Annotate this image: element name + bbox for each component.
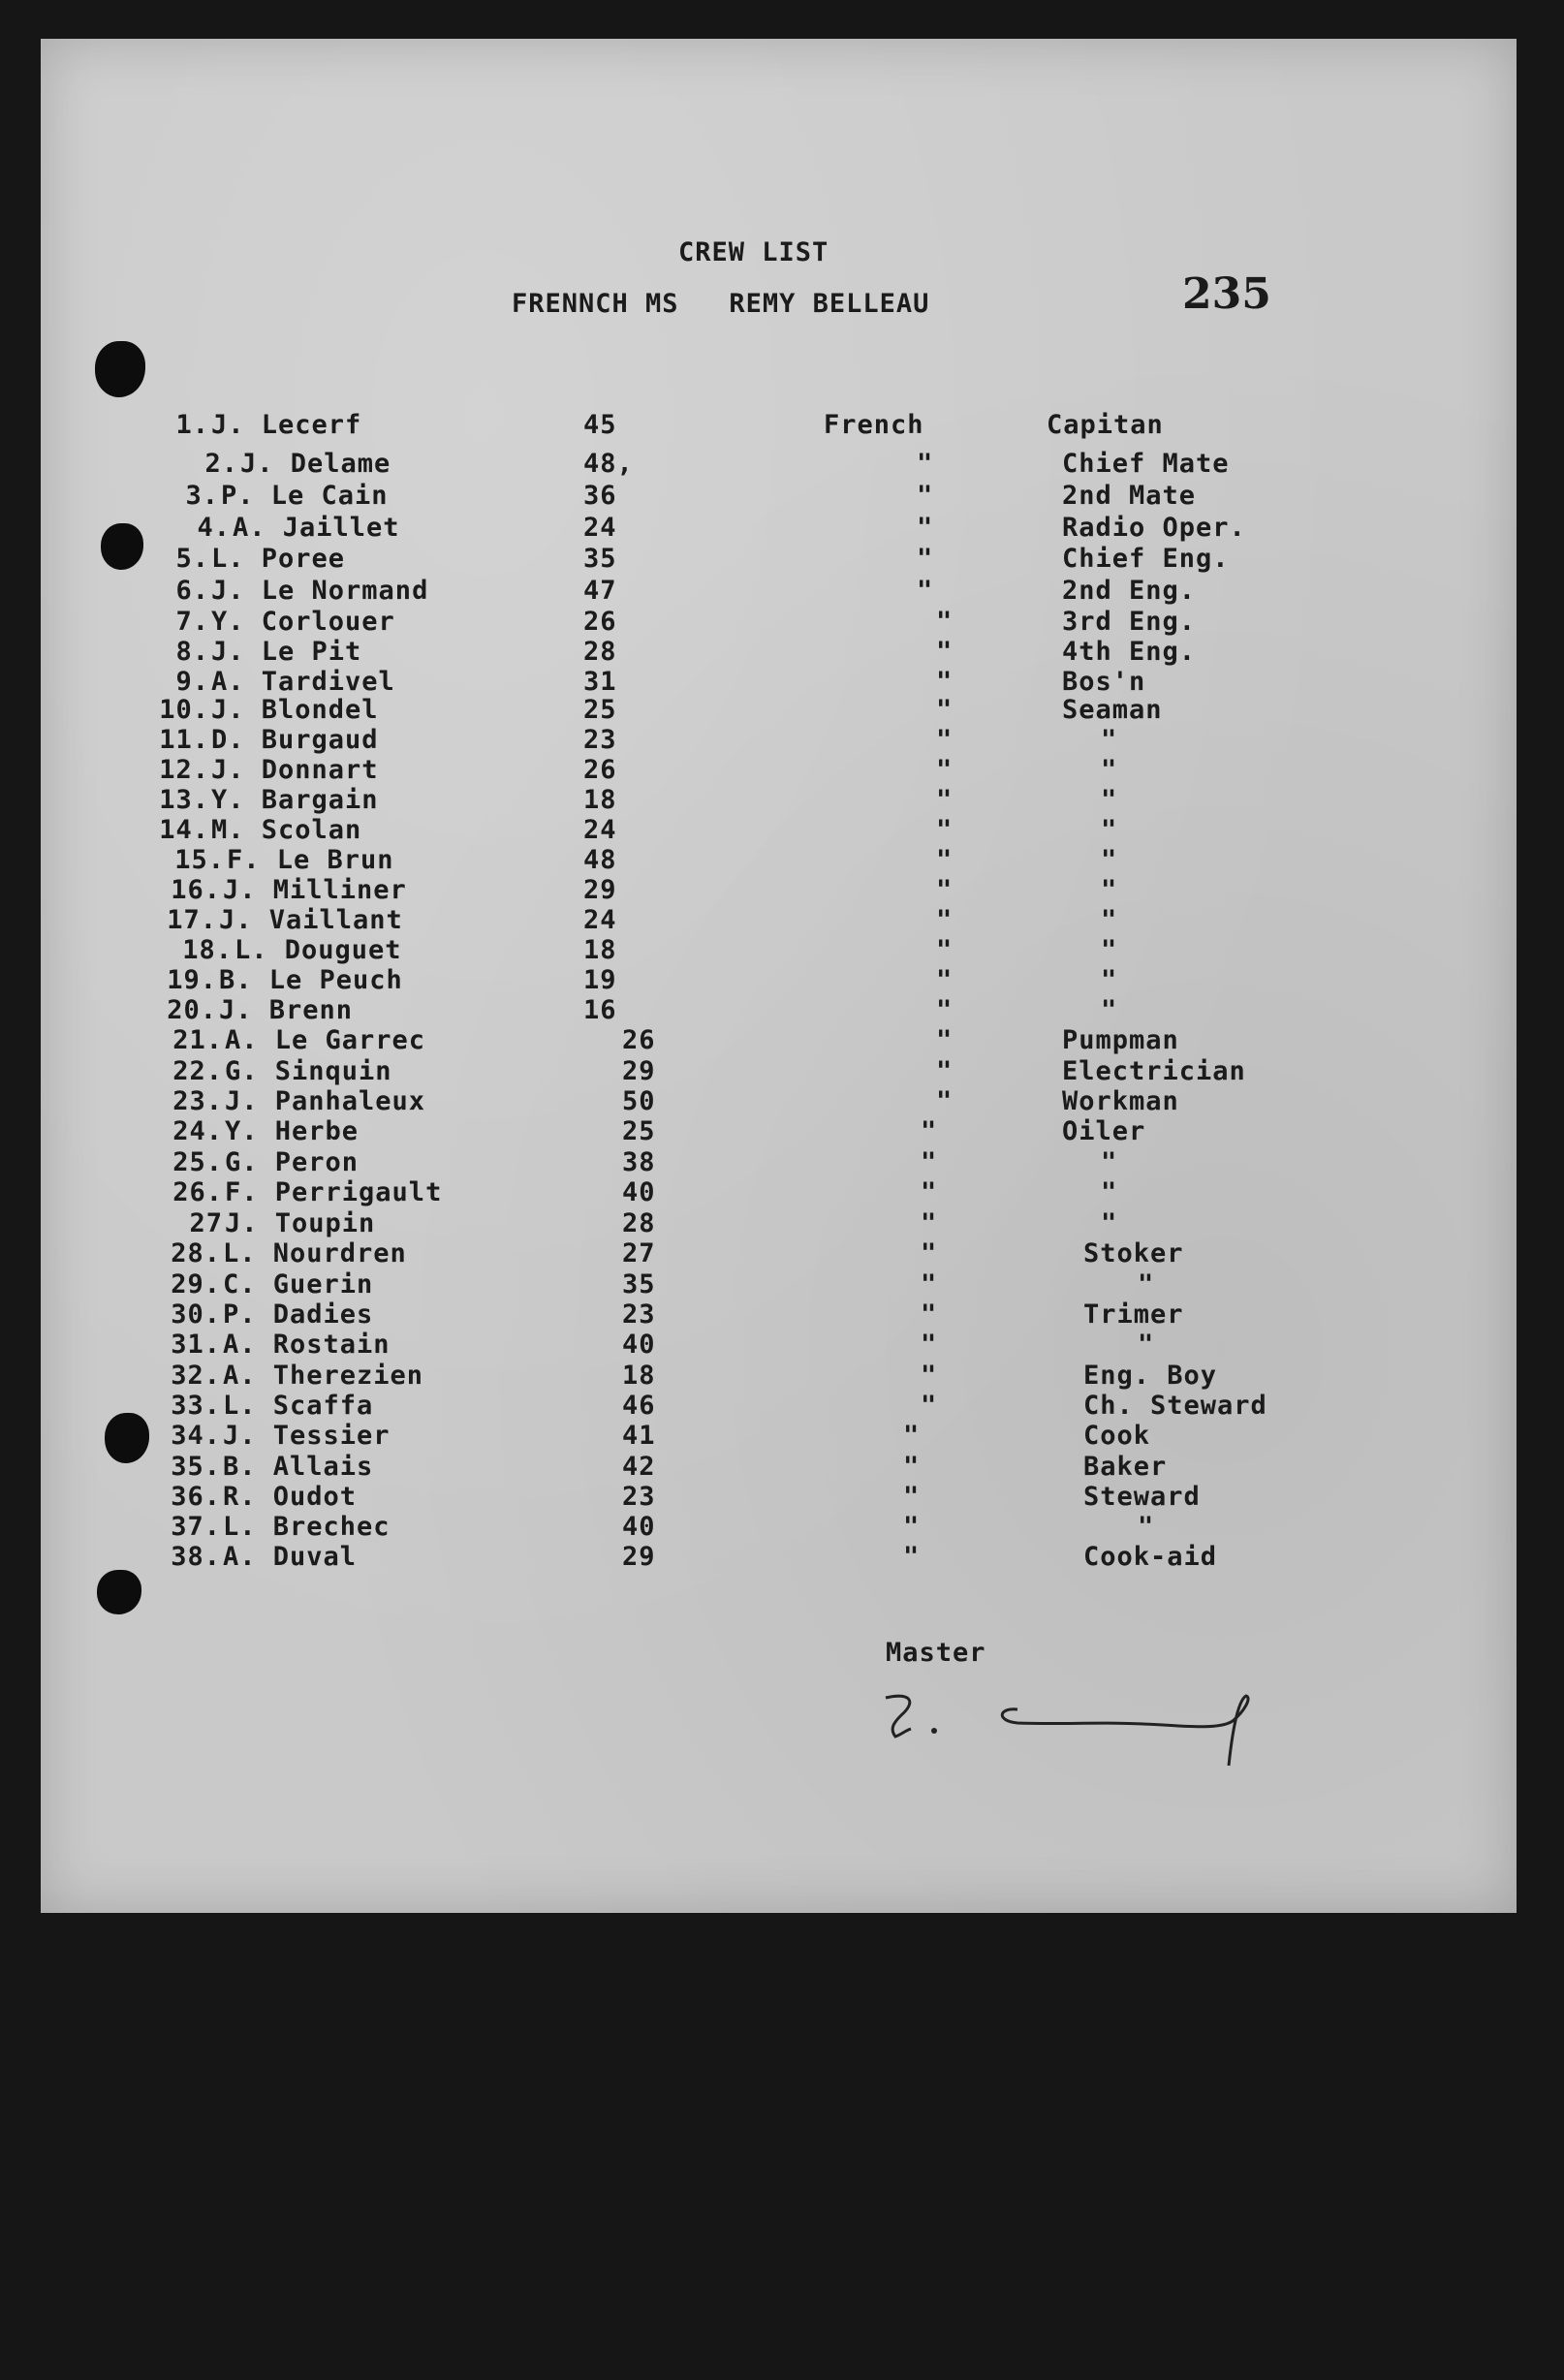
crew-name: J. Brenn: [219, 995, 354, 1025]
crew-name: L. Poree: [211, 544, 346, 574]
crew-name: A. Le Garrec: [225, 1025, 426, 1055]
crew-nationality: ": [921, 1147, 938, 1177]
crew-number: 36.: [171, 1482, 221, 1512]
crew-row: [0, 481, 1357, 510]
crew-rank: ": [1101, 995, 1118, 1025]
crew-name: L. Nourdren: [223, 1238, 407, 1268]
crew-age: 29: [622, 1056, 656, 1086]
crew-row: [0, 607, 1357, 636]
crew-name: Y. Herbe: [225, 1116, 360, 1146]
crew-rank: Oiler: [1062, 1116, 1146, 1146]
crew-age: 35: [622, 1269, 656, 1300]
crew-row: [0, 1421, 1357, 1450]
crew-number: 13.: [159, 785, 209, 815]
crew-nationality: ": [936, 1025, 954, 1055]
crew-nationality: ": [921, 1177, 938, 1207]
crew-row: [0, 1391, 1357, 1420]
crew-rank: Stoker: [1083, 1238, 1184, 1268]
crew-name: D. Burgaud: [211, 725, 379, 755]
crew-row: [0, 1238, 1357, 1268]
crew-number: 32.: [171, 1361, 221, 1391]
crew-rank: Pumpman: [1062, 1025, 1179, 1055]
crew-row: [0, 1300, 1357, 1329]
crew-number: 11.: [159, 725, 209, 755]
crew-age: 27: [622, 1238, 656, 1268]
crew-nationality: ": [936, 935, 954, 965]
crew-age: 48: [583, 845, 617, 875]
crew-rank: ": [1101, 785, 1118, 815]
crew-age: 28: [622, 1208, 656, 1238]
crew-rank: Baker: [1083, 1452, 1168, 1482]
crew-number: 31.: [171, 1330, 221, 1360]
crew-nationality: ": [936, 637, 954, 667]
crew-number: 26.: [172, 1177, 223, 1207]
crew-nationality: ": [921, 1238, 938, 1268]
crew-age: 26: [583, 755, 617, 785]
crew-name: B. Allais: [223, 1452, 374, 1482]
crew-nationality: ": [903, 1452, 921, 1482]
crew-name: J. Donnart: [211, 755, 379, 785]
crew-row: [0, 935, 1357, 964]
crew-rank: ": [1138, 1269, 1155, 1300]
crew-number: 37.: [171, 1512, 221, 1542]
crew-name: J. Milliner: [223, 875, 407, 905]
crew-name: J. Le Normand: [211, 576, 429, 606]
crew-number: 7.: [175, 607, 209, 637]
crew-age: 16: [583, 995, 617, 1025]
crew-name: Y. Corlouer: [211, 607, 395, 637]
crew-rank: ": [1101, 905, 1118, 935]
crew-rank: ": [1101, 1208, 1118, 1238]
master-label: Master: [886, 1638, 986, 1668]
crew-nationality: ": [936, 785, 954, 815]
crew-name: F. Perrigault: [225, 1177, 443, 1207]
crew-name: A. Rostain: [223, 1330, 391, 1360]
crew-name: P. Dadies: [223, 1300, 374, 1330]
crew-nationality: ": [936, 725, 954, 755]
crew-number: 15.: [174, 845, 225, 875]
crew-row: [0, 1116, 1357, 1145]
crew-rank: Chief Eng.: [1062, 544, 1230, 574]
crew-nationality: ": [921, 1361, 938, 1391]
crew-row: [0, 1330, 1357, 1359]
crew-number: 25.: [172, 1147, 223, 1177]
crew-nationality: ": [903, 1421, 921, 1451]
crew-rank: Steward: [1083, 1482, 1201, 1512]
crew-rank: Electrician: [1062, 1056, 1246, 1086]
crew-name: L. Brechec: [223, 1512, 391, 1542]
crew-age: 18: [583, 785, 617, 815]
crew-row: [0, 1056, 1357, 1085]
crew-age: 23: [583, 725, 617, 755]
crew-rank: Eng. Boy: [1083, 1361, 1218, 1391]
crew-nationality: ": [903, 1512, 921, 1542]
crew-age: 40: [622, 1512, 656, 1542]
crew-name: A. Therezien: [223, 1361, 424, 1391]
crew-name: J. Panhaleux: [225, 1086, 426, 1116]
crew-row: [0, 995, 1357, 1024]
crew-rank: 4th Eng.: [1062, 637, 1197, 667]
crew-nationality: ": [936, 755, 954, 785]
crew-nationality: ": [917, 576, 934, 606]
crew-name: J. Toupin: [225, 1208, 376, 1238]
crew-nationality: ": [917, 481, 934, 511]
crew-nationality: ": [936, 695, 954, 725]
crew-name: A. Tardivel: [211, 667, 395, 697]
crew-nationality: ": [936, 905, 954, 935]
crew-name: A. Duval: [223, 1542, 358, 1572]
crew-row: [0, 1025, 1357, 1054]
crew-number: 22.: [172, 1056, 223, 1086]
crew-row: [0, 785, 1357, 814]
crew-nationality: ": [921, 1116, 938, 1146]
crew-number: 17.: [167, 905, 217, 935]
crew-name: J. Le Pit: [211, 637, 362, 667]
crew-row: [0, 1086, 1357, 1115]
crew-nationality: ": [917, 544, 934, 574]
crew-rank: ": [1101, 725, 1118, 755]
crew-age: 47: [583, 576, 617, 606]
crew-age: 25: [622, 1116, 656, 1146]
crew-nationality: ": [921, 1208, 938, 1238]
crew-name: G. Sinquin: [225, 1056, 392, 1086]
crew-number: 21.: [172, 1025, 223, 1055]
crew-number: 28.: [171, 1238, 221, 1268]
crew-rank: Cook-aid: [1083, 1542, 1218, 1572]
crew-rank: ": [1101, 965, 1118, 995]
crew-age: 23: [622, 1482, 656, 1512]
crew-rank: ": [1101, 1147, 1118, 1177]
crew-row: [0, 667, 1357, 696]
crew-name: R. Oudot: [223, 1482, 358, 1512]
crew-number: 18.: [182, 935, 233, 965]
crew-row: [0, 695, 1357, 724]
crew-age: 41: [622, 1421, 656, 1451]
crew-name: G. Peron: [225, 1147, 360, 1177]
punch-hole: [95, 341, 145, 397]
crew-nationality: ": [936, 1086, 954, 1116]
crew-row: [0, 905, 1357, 934]
crew-number: 6.: [175, 576, 209, 606]
crew-age: 26: [583, 607, 617, 637]
crew-nationality: ": [936, 995, 954, 1025]
crew-row: [0, 1269, 1357, 1299]
crew-row: [0, 1542, 1357, 1571]
crew-age: 35: [583, 544, 617, 574]
crew-name: M. Scolan: [211, 815, 362, 845]
crew-rank: Seaman: [1062, 695, 1163, 725]
punch-hole: [97, 1570, 141, 1614]
crew-nationality: ": [936, 815, 954, 845]
crew-number: 2.: [204, 449, 238, 479]
crew-rank: 3rd Eng.: [1062, 607, 1197, 637]
crew-name: C. Guerin: [223, 1269, 374, 1300]
crew-rank: ": [1101, 755, 1118, 785]
crew-nationality: ": [917, 449, 934, 479]
crew-row: [0, 637, 1357, 666]
crew-age: 40: [622, 1177, 656, 1207]
crew-number: 5.: [175, 544, 209, 574]
crew-rank: Workman: [1062, 1086, 1179, 1116]
crew-row: [0, 755, 1357, 784]
crew-name: Y. Bargain: [211, 785, 379, 815]
crew-rank: ": [1138, 1512, 1155, 1542]
crew-nationality: ": [903, 1542, 921, 1572]
crew-rank: ": [1101, 815, 1118, 845]
crew-age: 46: [622, 1391, 656, 1421]
crew-rank: 2nd Mate: [1062, 481, 1197, 511]
crew-rank: ": [1138, 1330, 1155, 1360]
crew-number: 23.: [172, 1086, 223, 1116]
crew-row: [0, 1147, 1357, 1176]
crew-age: 36: [583, 481, 617, 511]
master-signature: [872, 1686, 1279, 1793]
crew-number: 35.: [171, 1452, 221, 1482]
crew-row: [0, 845, 1357, 874]
crew-age: 29: [622, 1542, 656, 1572]
crew-number: 34.: [171, 1421, 221, 1451]
crew-age: 42: [622, 1452, 656, 1482]
crew-age: 29: [583, 875, 617, 905]
crew-age: 23: [622, 1300, 656, 1330]
crew-age: 19: [583, 965, 617, 995]
crew-nationality: ": [936, 845, 954, 875]
crew-rank: ": [1101, 845, 1118, 875]
crew-number: 4.: [197, 513, 231, 543]
crew-age: 18: [622, 1361, 656, 1391]
crew-row: [0, 544, 1357, 573]
crew-row: [0, 1512, 1357, 1541]
crew-nationality: ": [936, 965, 954, 995]
crew-name: J. Vaillant: [219, 905, 403, 935]
crew-name: L. Douguet: [235, 935, 402, 965]
crew-age: 40: [622, 1330, 656, 1360]
crew-age: 50: [622, 1086, 656, 1116]
crew-rank: Capitan: [1047, 410, 1164, 440]
crew-number: 30.: [171, 1300, 221, 1330]
crew-name: P. Le Cain: [221, 481, 389, 511]
crew-age: 31: [583, 667, 617, 697]
crew-age: 18: [583, 935, 617, 965]
crew-number: 3.: [185, 481, 219, 511]
crew-nationality: ": [936, 667, 954, 697]
crew-nationality: ": [936, 875, 954, 905]
crew-rank: Chief Mate: [1062, 449, 1230, 479]
crew-row: [0, 725, 1357, 754]
crew-nationality: ": [903, 1482, 921, 1512]
crew-nationality: ": [917, 513, 934, 543]
crew-row: [0, 410, 1357, 439]
crew-number: 19.: [167, 965, 217, 995]
crew-row: [0, 1482, 1357, 1511]
crew-rank: 2nd Eng.: [1062, 576, 1197, 606]
crew-name: B. Le Peuch: [219, 965, 403, 995]
crew-age: 24: [583, 513, 617, 543]
crew-nationality: ": [921, 1330, 938, 1360]
vessel-name: FRENNCH MS REMY BELLEAU: [512, 289, 930, 319]
crew-age: 26: [622, 1025, 656, 1055]
crew-row: [0, 1452, 1357, 1481]
crew-age: 25: [583, 695, 617, 725]
crew-number: 1.: [175, 410, 209, 440]
crew-row: [0, 965, 1357, 994]
crew-rank: Radio Oper.: [1062, 513, 1246, 543]
crew-age: 28: [583, 637, 617, 667]
crew-name: J. Lecerf: [211, 410, 362, 440]
crew-rank: Cook: [1083, 1421, 1151, 1451]
crew-age: 38: [622, 1147, 656, 1177]
crew-row: [0, 576, 1357, 605]
crew-name: J. Blondel: [211, 695, 379, 725]
crew-name: F. Le Brun: [227, 845, 394, 875]
document-title: CREW LIST: [678, 237, 829, 267]
crew-rank: Ch. Steward: [1083, 1391, 1267, 1421]
crew-nationality: ": [921, 1269, 938, 1300]
crew-age: 48,: [583, 449, 634, 479]
crew-row: [0, 1361, 1357, 1390]
crew-row: [0, 449, 1357, 478]
crew-age: 45: [583, 410, 617, 440]
crew-nationality: ": [921, 1300, 938, 1330]
crew-nationality: French: [824, 410, 924, 440]
crew-row: [0, 513, 1357, 542]
crew-name: J. Tessier: [223, 1421, 391, 1451]
crew-name: L. Scaffa: [223, 1391, 374, 1421]
crew-number: 29.: [171, 1269, 221, 1300]
crew-row: [0, 815, 1357, 844]
crew-number: 24.: [172, 1116, 223, 1146]
crew-row: [0, 1177, 1357, 1206]
crew-name: J. Delame: [240, 449, 391, 479]
crew-name: A. Jaillet: [233, 513, 400, 543]
crew-nationality: ": [921, 1391, 938, 1421]
crew-rank: ": [1101, 1177, 1118, 1207]
crew-age: 24: [583, 815, 617, 845]
crew-number: 14.: [159, 815, 209, 845]
crew-number: 16.: [171, 875, 221, 905]
page-number: 235: [1182, 269, 1271, 319]
crew-number: 10.: [159, 695, 209, 725]
crew-rank: ": [1101, 875, 1118, 905]
crew-number: 8.: [175, 637, 209, 667]
crew-number: 9.: [175, 667, 209, 697]
crew-number: 20.: [167, 995, 217, 1025]
crew-rank: Trimer: [1083, 1300, 1184, 1330]
crew-number: 12.: [159, 755, 209, 785]
crew-age: 24: [583, 905, 617, 935]
crew-number: 33.: [171, 1391, 221, 1421]
crew-nationality: ": [936, 1056, 954, 1086]
crew-number: 27: [189, 1208, 223, 1238]
crew-nationality: ": [936, 607, 954, 637]
crew-row: [0, 875, 1357, 904]
crew-row: [0, 1208, 1357, 1237]
crew-rank: Bos'n: [1062, 667, 1146, 697]
crew-rank: ": [1101, 935, 1118, 965]
crew-number: 38.: [171, 1542, 221, 1572]
